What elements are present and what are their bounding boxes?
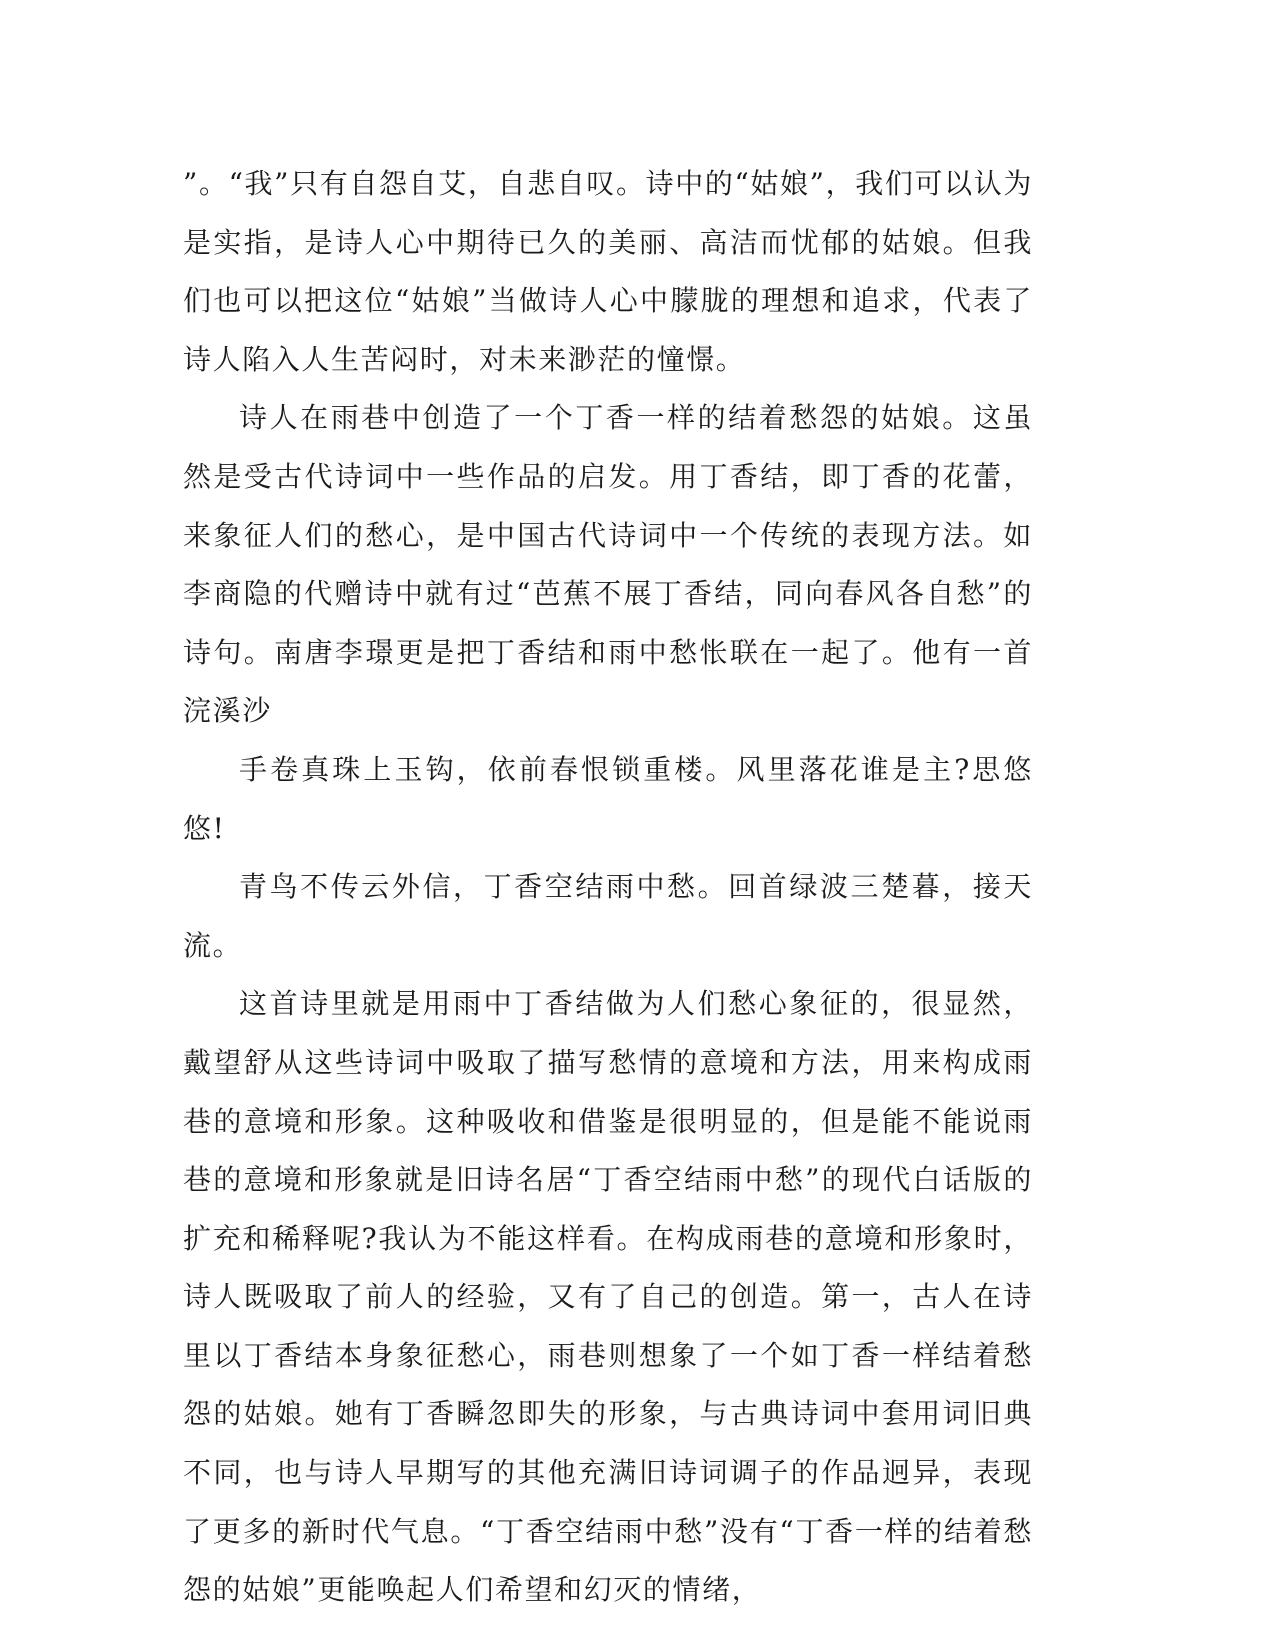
paragraph-continuation: ”。“我”只有自怨自艾，自悲自叹。诗中的“姑娘”，我们可以认为是实指，是诗人心中期待已久的美丽、高洁而忧郁的姑娘。但我们也可以把这位“姑娘”当做诗人心中朦胧的理想和追求，代表了诗人陷入人生苦闷时，对未来渺茫的憧憬。 — [183, 167, 1033, 376]
body-text — [183, 155, 1033, 1620]
poem-line-2: 青鸟不传云外信，丁香空结雨中愁。回首绿波三楚暮，接天流。 — [183, 870, 1033, 962]
paragraph-analysis: 这首诗里就是用雨中丁香结做为人们愁心象征的，很显然，戴望舒从这些诗词中吸取了描写愁情的意境和方法，用来构成雨巷的意境和形象。这种吸收和借鉴是很明显的，但是能不能说雨巷的意境和形象就是旧诗名居“丁香空结雨中愁”的现代白话版的扩充和稀释呢?我认为不能这样看。在构成雨巷的意境和形象时，诗人既吸取了前人的经验，又有了自己的创造。第一，古人在诗里以丁香结本身象征愁心，雨巷则想象了一个如丁香一样结着愁怨的姑娘。她有丁香瞬忽即失的形象，与古典诗词中套用词旧典不同，也与诗人早期写的其他充满旧诗词调子的作品迥异，表现了更多的新时代气息。“丁香空结雨中愁”没有“丁香一样的结着愁怨的姑娘”更能唤起人们希望和幻灭的情绪， — [183, 987, 1033, 1607]
poem-line-1: 手卷真珠上玉钩，依前春恨锁重楼。风里落花谁是主?思悠悠! — [183, 752, 1033, 845]
paragraph-lilac-origin: 诗人在雨巷中创造了一个丁香一样的结着愁怨的姑娘。这虽然是受古代诗词中一些作品的启发。用丁香结，即丁香的花蕾，来象征人们的愁心，是中国古代诗词中一个传统的表现方法。如李商隐的代赠诗中就有过“芭蕉不展丁香结，同向春风各自愁”的诗句。南唐李璟更是把丁香结和雨中愁怅联在一起了。他有一首浣溪沙 — [183, 401, 1033, 728]
